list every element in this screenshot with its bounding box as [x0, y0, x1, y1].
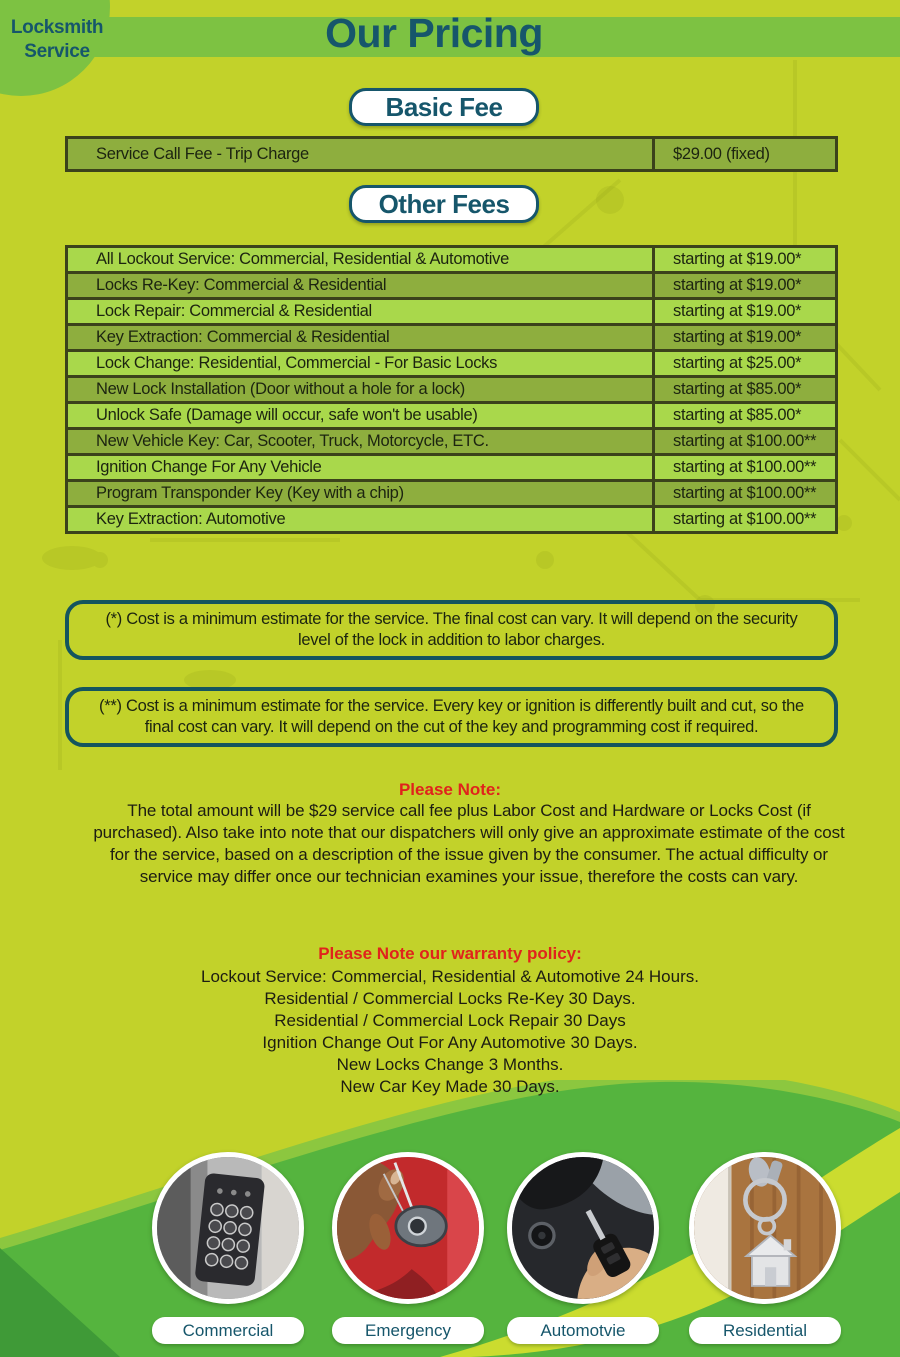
residential-photo-circle	[689, 1152, 841, 1304]
table-row	[68, 248, 835, 274]
table-row	[68, 456, 835, 482]
service-price: starting at $100.00**	[652, 456, 835, 479]
table-row	[68, 300, 835, 326]
logo-line-1: Locksmith	[10, 17, 104, 38]
table-row	[68, 326, 835, 352]
category-button-automotive[interactable]: Automotvie	[507, 1317, 659, 1344]
service-name: New Vehicle Key: Car, Scooter, Truck, Motorcycle, ETC.	[96, 432, 489, 450]
logo-line-2: Service	[24, 41, 90, 62]
service-name: New Lock Installation (Door without a hole for a lock)	[96, 380, 465, 398]
other-fees-table	[65, 245, 838, 534]
category-button-emergency[interactable]: Emergency	[332, 1317, 484, 1344]
service-name: Key Extraction: Automotive	[96, 510, 286, 528]
service-price: starting at $25.00*	[652, 352, 835, 375]
service-price: $29.00 (fixed)	[652, 139, 835, 169]
table-row	[68, 404, 835, 430]
emergency-photo-circle	[332, 1152, 484, 1304]
basic-fee-table	[65, 136, 838, 172]
table-row	[68, 482, 835, 508]
please-note-body: The total amount will be $29 service call fee plus Labor Cost and Hardware or Locks Cost (if purchased). Also take into note that our dispatchers will only give an approximate estimate of the cost for the service, based on a description of the issue given by the consumer. The actual difficulty or service may differ once our technician examines your issue, therefore the costs can vary.	[93, 801, 845, 886]
table-row	[68, 139, 835, 169]
warranty-heading: Please Note our warranty policy:	[318, 944, 582, 963]
car-lockout-photo	[337, 1157, 479, 1299]
service-name: All Lockout Service: Commercial, Residential & Automotive	[96, 250, 509, 268]
service-price: starting at $19.00*	[652, 274, 835, 297]
service-name: Lock Repair: Commercial & Residential	[96, 302, 372, 320]
service-name: Service Call Fee - Trip Charge	[96, 145, 309, 163]
service-name: Program Transponder Key (Key with a chip)	[96, 484, 404, 502]
double-asterisk-note: (**) Cost is a minimum estimate for the service. Every key or ignition is differently built and cut, so the final cost can vary. It will depend on the cut of the key and programming cost if required.	[65, 687, 838, 747]
warranty-item: Lockout Service: Commercial, Residential & Automotive 24 Hours.	[201, 967, 699, 986]
please-note-heading: Please Note:	[398, 780, 502, 799]
category-button-residential[interactable]: Residential	[689, 1317, 841, 1344]
service-price: starting at $85.00*	[652, 378, 835, 401]
single-asterisk-note: (*) Cost is a minimum estimate for the service. The final cost can vary. It will depend on the security level of the lock in addition to labor charges.	[65, 600, 838, 660]
service-name: Key Extraction: Commercial & Residential	[96, 328, 390, 346]
warranty-item: New Locks Change 3 Months.	[336, 1055, 564, 1074]
basic-fee-heading: Basic Fee	[349, 88, 539, 126]
service-price: starting at $19.00*	[652, 326, 835, 349]
service-name: Locks Re-Key: Commercial & Residential	[96, 276, 387, 294]
service-name: Ignition Change For Any Vehicle	[96, 458, 322, 476]
service-price: starting at $19.00*	[652, 300, 835, 323]
service-name: Unlock Safe (Damage will occur, safe won't be usable)	[96, 406, 478, 424]
page-title: Our Pricing	[325, 10, 543, 56]
car-key-ignition-photo	[512, 1157, 654, 1299]
other-fees-heading: Other Fees	[349, 185, 539, 223]
warranty-item: Residential / Commercial Locks Re-Key 30 Days.	[264, 989, 636, 1008]
service-price: starting at $100.00**	[652, 482, 835, 505]
warranty-list	[0, 966, 900, 1098]
warranty-item: Residential / Commercial Lock Repair 30 Days	[274, 1011, 626, 1030]
warranty-item: Ignition Change Out For Any Automotive 30 Days.	[262, 1033, 638, 1052]
commercial-photo-circle	[152, 1152, 304, 1304]
service-name: Lock Change: Residential, Commercial - For Basic Locks	[96, 354, 498, 372]
table-row	[68, 508, 835, 531]
service-price: starting at $85.00*	[652, 404, 835, 427]
automotive-photo-circle	[507, 1152, 659, 1304]
table-row	[68, 378, 835, 404]
keypad-lock-photo	[157, 1157, 299, 1299]
table-row	[68, 274, 835, 300]
service-price: starting at $19.00*	[652, 248, 835, 271]
table-row	[68, 352, 835, 378]
house-keychain-photo	[694, 1157, 836, 1299]
category-button-commercial[interactable]: Commercial	[152, 1317, 304, 1344]
table-row	[68, 430, 835, 456]
warranty-item: New Car Key Made 30 Days.	[340, 1077, 560, 1096]
service-price: starting at $100.00**	[652, 430, 835, 453]
service-price: starting at $100.00**	[652, 508, 835, 531]
